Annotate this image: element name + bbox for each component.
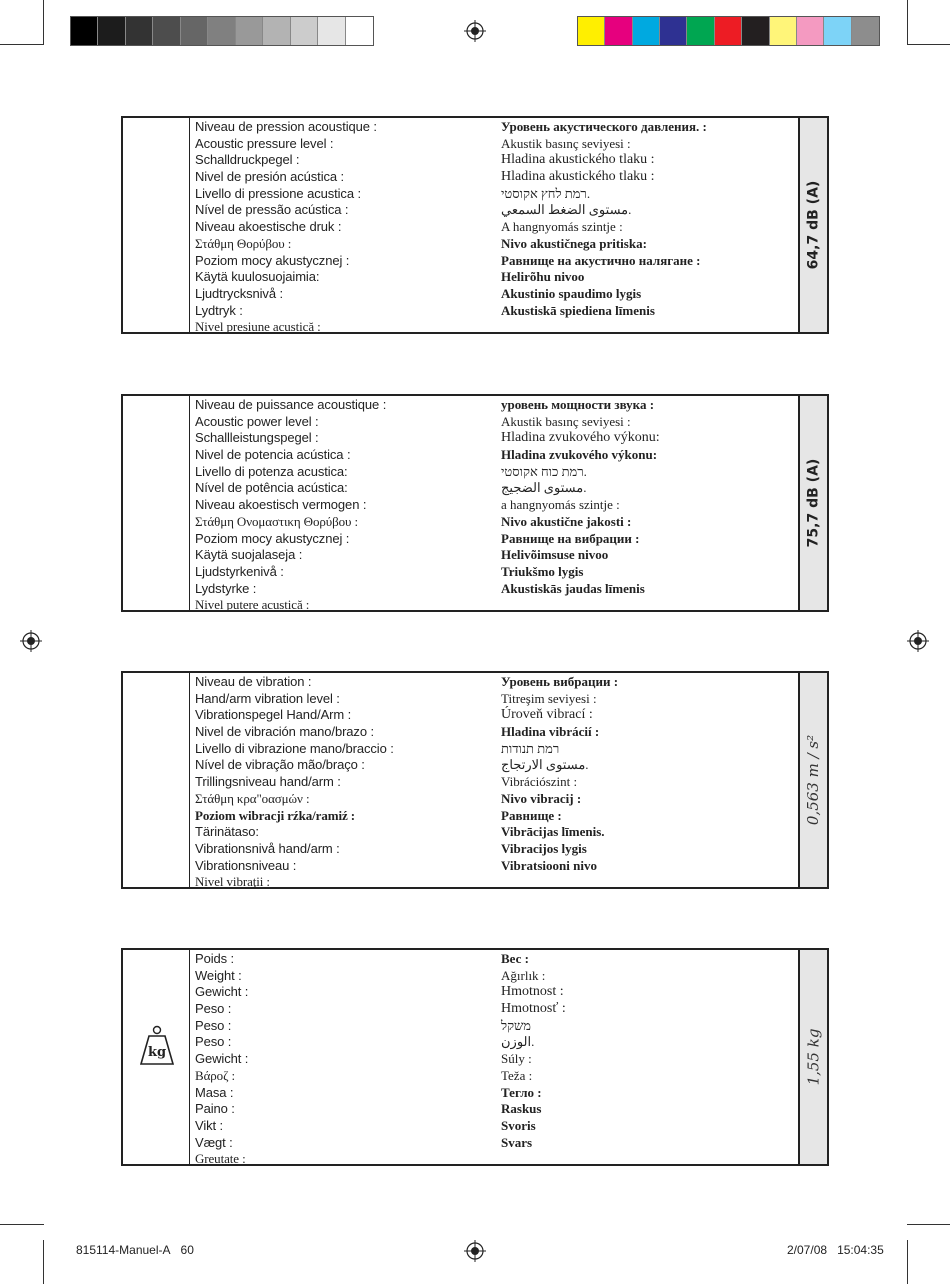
table-row (195, 1034, 797, 1051)
row-label-left: Lydtryk : (195, 302, 243, 318)
row-label-left: Gewicht : (195, 984, 249, 1000)
row-label-left: Nivel presiune acustică : (195, 319, 321, 335)
row-label-right: רמת כוח אקוסטי. (501, 463, 587, 479)
row-label-left: Vibrationsniveau : (195, 857, 297, 873)
row-label-left: Greutate : (195, 1151, 246, 1167)
row-label-left: Nível de potência acústica: (195, 480, 348, 496)
swatch (797, 17, 824, 45)
swatch (742, 17, 769, 45)
row-label-left: Niveau akoestische druk : (195, 219, 342, 235)
table-row (195, 581, 797, 598)
row-label-right: Nivo akustičnega pritiska: (501, 235, 647, 251)
row-label-right: Hladina zvukového výkonu: (501, 447, 658, 463)
footer-doc-ref (76, 1243, 194, 1257)
row-label-left: Niveau de puissance acoustique : (195, 397, 387, 412)
icon-cell (123, 396, 190, 610)
row-label-right: Уровень вибрации : (501, 674, 619, 689)
row-label-right: Svoris (501, 1117, 536, 1133)
row-label-right: Вес : (501, 951, 529, 966)
table-row (195, 691, 797, 708)
table-row (195, 236, 797, 253)
icon-cell (123, 950, 190, 1164)
row-label-left: Lydstyrke : (195, 580, 257, 596)
row-label-left: Βάροζ : (195, 1067, 236, 1083)
swatch (715, 17, 742, 45)
row-label-left: Niveau de vibration : (195, 674, 312, 689)
row-label-right: Равнище на акустично налягане : (501, 252, 701, 268)
table-row (195, 1101, 797, 1118)
row-label-right: Úroveň vibrací : (501, 707, 593, 723)
swatch (770, 17, 797, 45)
swatch (346, 17, 373, 45)
acoustic-pressure-table (121, 116, 829, 334)
row-label-left: Nivel de presión acústica : (195, 169, 345, 185)
table-row (195, 808, 797, 825)
row-label-left: Masa : (195, 1084, 234, 1100)
row-label-right: الوزن. (501, 1034, 535, 1050)
table-row (195, 984, 797, 1001)
swatch (852, 17, 879, 45)
table-row (195, 253, 797, 270)
table-row (195, 968, 797, 985)
page-number: 60 (180, 1243, 194, 1257)
row-label-left: Poids : (195, 951, 235, 966)
row-label-left: Poziom mocy akustycznej : (195, 530, 350, 546)
weight-value: 1,55 kg (804, 1028, 823, 1086)
value-cell (798, 396, 827, 610)
row-label-right: Akustik basınç seviyesi : (501, 135, 631, 151)
table-row (195, 757, 797, 774)
swatch (291, 17, 318, 45)
doc-ref: 815114-Manuel-A (76, 1243, 171, 1257)
crop-mark (0, 1224, 44, 1225)
row-label-right: Raskus (501, 1101, 542, 1117)
row-label-left: Poziom wibracji rźka/ramiź : (195, 807, 356, 823)
crop-mark (907, 0, 908, 44)
row-label-right: مستوى الضغط السمعي. (501, 202, 632, 218)
registration-mark-icon (907, 630, 929, 652)
row-label-left: Weight : (195, 967, 242, 983)
swatch (153, 17, 180, 45)
row-label-right: Helivõimsuse nivoo (501, 547, 609, 563)
row-label-right: Akustik basınç seviyesi : (501, 413, 631, 429)
row-label-right: Уровень акустического давления. : (501, 119, 707, 134)
acoustic-power-table (121, 394, 829, 612)
row-label-left: Käytä suojalaseja : (195, 547, 303, 563)
row-label-left: Niveau akoestisch vermogen : (195, 497, 367, 513)
table-row (195, 1051, 797, 1068)
table-row (195, 397, 797, 414)
value-cell (798, 673, 827, 887)
row-label-right: Teža : (501, 1067, 533, 1083)
table-row (195, 414, 797, 431)
table-row (195, 951, 797, 968)
row-label-right: Súly : (501, 1051, 532, 1067)
registration-mark-icon (20, 630, 42, 652)
row-label-right: Triukšmo lygis (501, 563, 584, 579)
table-row (195, 319, 797, 336)
row-label-right: Akustiskās jaudas līmenis (501, 580, 645, 596)
row-label-left: Acoustic power level : (195, 413, 319, 429)
row-label-left: Nivel vibraţii : (195, 874, 270, 890)
table-row (195, 303, 797, 320)
row-label-right: Hladina zvukového výkonu: (501, 430, 660, 446)
crop-mark (907, 1240, 908, 1284)
crop-mark (43, 0, 44, 44)
row-label-left: Niveau de pression acoustique : (195, 119, 377, 134)
pressure-value: 64,7 dB (A) (805, 180, 822, 270)
row-label-left: Nível de vibração mão/braço : (195, 757, 365, 773)
table-row (195, 169, 797, 186)
label-rows (195, 397, 797, 614)
row-label-right: רמת תנודות (501, 740, 560, 756)
table-row (195, 791, 797, 808)
table-row (195, 674, 797, 691)
crop-mark (0, 44, 44, 45)
row-label-left: Peso : (195, 1034, 232, 1050)
table-row (195, 464, 797, 481)
color-calibration-bar (577, 16, 880, 46)
row-label-left: Trillingsniveau hand/arm : (195, 774, 341, 790)
row-label-left: Schallleistungspegel : (195, 430, 319, 446)
swatch (263, 17, 290, 45)
row-label-right: Тегло : (501, 1084, 542, 1100)
row-label-right: Равнище : (501, 807, 562, 823)
label-rows (195, 674, 797, 891)
swatch (660, 17, 687, 45)
crop-mark (907, 1224, 950, 1225)
row-label-left: Peso : (195, 1001, 232, 1017)
row-label-right: Akustinio spaudimo lygis (501, 285, 642, 301)
row-label-right: A hangnyomás szintje : (501, 219, 623, 235)
row-label-right: Vibrációszint : (501, 774, 578, 790)
table-row (195, 219, 797, 236)
row-label-left: Ljudtrycksnivå : (195, 285, 283, 301)
row-label-left: Vibrationsnivå hand/arm : (195, 840, 340, 856)
row-label-left: Nivel de potencia acústica : (195, 447, 351, 463)
swatch (236, 17, 263, 45)
registration-mark-icon (464, 20, 486, 42)
table-row (195, 547, 797, 564)
weight-table (121, 948, 829, 1166)
table-row (195, 430, 797, 447)
row-label-right: Hladina vibrácií : (501, 724, 600, 740)
row-label-right: משקל (501, 1017, 531, 1033)
table-row (195, 858, 797, 875)
swatch (318, 17, 345, 45)
vibration-table (121, 671, 829, 889)
table-row (195, 447, 797, 464)
row-label-left: Tärinätaso: (195, 824, 259, 840)
table-row (195, 1135, 797, 1152)
row-label-right: Hmotnost : (501, 984, 564, 1000)
row-label-left: Käytä kuulosuojaimia: (195, 269, 320, 285)
row-label-right: Vibratsiooni nivo (501, 857, 597, 873)
row-label-right: Nivo akustične jakosti : (501, 513, 632, 529)
row-label-right: Titreşim seviyesi : (501, 690, 597, 706)
table-row (195, 824, 797, 841)
label-rows (195, 951, 797, 1168)
kg-icon-label: kg (147, 1045, 167, 1060)
row-label-left: Nível de pressão acústica : (195, 202, 349, 218)
row-label-left: Gewicht : (195, 1051, 249, 1067)
row-label-right: Hladina akustického tlaku : (501, 169, 655, 185)
row-label-left: Livello di pressione acustica : (195, 185, 361, 201)
vibration-value: 0,563 m / s² (804, 734, 823, 826)
table-row (195, 1085, 797, 1102)
row-label-right: Akustiskā spiediena līmenis (501, 302, 655, 318)
table-row (195, 286, 797, 303)
row-label-right: a hangnyomás szintje : (501, 497, 620, 513)
row-label-right: уровень мощности звука : (501, 397, 655, 412)
print-date: 2/07/08 (787, 1243, 828, 1257)
power-value: 75,7 dB (A) (805, 458, 822, 548)
table-row (195, 136, 797, 153)
row-label-right: Svars (501, 1134, 533, 1150)
row-label-right: مستوى الارتجاج. (501, 757, 589, 773)
row-label-left: Paino : (195, 1101, 235, 1117)
row-label-left: Peso : (195, 1017, 232, 1033)
row-label-left: Hand/arm vibration level : (195, 690, 340, 706)
row-label-right: مستوى الضجيج. (501, 480, 587, 496)
table-row (195, 269, 797, 286)
table-row (195, 497, 797, 514)
row-label-right: Равнище на вибрации : (501, 530, 640, 546)
crop-mark (43, 1240, 44, 1284)
table-row (195, 564, 797, 581)
table-row (195, 531, 797, 548)
swatch (71, 17, 98, 45)
table-row (195, 774, 797, 791)
weight-kg-icon (139, 1024, 175, 1068)
swatch (687, 17, 714, 45)
table-row (195, 152, 797, 169)
table-row (195, 119, 797, 136)
row-label-right: Vibrācijas līmenis. (501, 824, 605, 840)
row-label-left: Poziom mocy akustycznej : (195, 252, 350, 268)
table-row (195, 186, 797, 203)
row-label-right: Vibracijos lygis (501, 840, 587, 856)
label-rows (195, 119, 797, 336)
row-label-left: Livello di potenza acustica: (195, 463, 348, 479)
table-row (195, 741, 797, 758)
row-label-left: Livello di vibrazione mano/braccio : (195, 740, 394, 756)
table-row (195, 202, 797, 219)
table-row (195, 597, 797, 614)
table-row (195, 1018, 797, 1035)
table-row (195, 707, 797, 724)
swatch (605, 17, 632, 45)
value-cell (798, 950, 827, 1164)
print-time: 15:04:35 (837, 1243, 884, 1257)
swatch (181, 17, 208, 45)
swatch (98, 17, 125, 45)
table-row (195, 480, 797, 497)
row-label-right: רמת לחץ אקוסטי. (501, 185, 591, 201)
swatch (633, 17, 660, 45)
value-cell (798, 118, 827, 332)
row-label-right: Helirõhu nivoo (501, 269, 585, 285)
table-row (195, 1151, 797, 1168)
table-row (195, 1068, 797, 1085)
row-label-left: Acoustic pressure level : (195, 135, 334, 151)
crop-mark (907, 44, 950, 45)
row-label-left: Στάθμη κρα"οασμών : (195, 790, 310, 806)
row-label-left: Nivel de vibración mano/brazo : (195, 724, 374, 740)
swatch (824, 17, 851, 45)
table-row (195, 1118, 797, 1135)
row-label-left: Schalldruckpegel : (195, 152, 300, 168)
row-label-left: Ljudstyrkenivå : (195, 563, 284, 579)
footer-timestamp (787, 1243, 884, 1257)
swatch (126, 17, 153, 45)
row-label-right: Hladina akustického tlaku : (501, 152, 655, 168)
swatch (578, 17, 605, 45)
row-label-left: Vibrationspegel Hand/Arm : (195, 707, 352, 723)
row-label-right: Hmotnosť : (501, 1001, 566, 1017)
table-row (195, 514, 797, 531)
row-label-left: Nivel putere acustică : (195, 597, 310, 613)
row-label-right: Nivo vibracij : (501, 790, 582, 806)
table-row (195, 841, 797, 858)
table-row (195, 724, 797, 741)
registration-mark-icon (464, 1240, 486, 1262)
table-row (195, 874, 797, 891)
row-label-left: Vikt : (195, 1117, 224, 1133)
row-label-left: Στάθμη Θορύβου : (195, 235, 292, 251)
table-row (195, 1001, 797, 1018)
grayscale-calibration-bar (70, 16, 374, 46)
row-label-right: Ağırlık : (501, 967, 546, 983)
icon-cell (123, 118, 190, 332)
icon-cell (123, 673, 190, 887)
row-label-left: Στάθμη Ονομαστικη Θορύβου : (195, 513, 359, 529)
row-label-left: Vægt : (195, 1134, 233, 1150)
swatch (208, 17, 235, 45)
